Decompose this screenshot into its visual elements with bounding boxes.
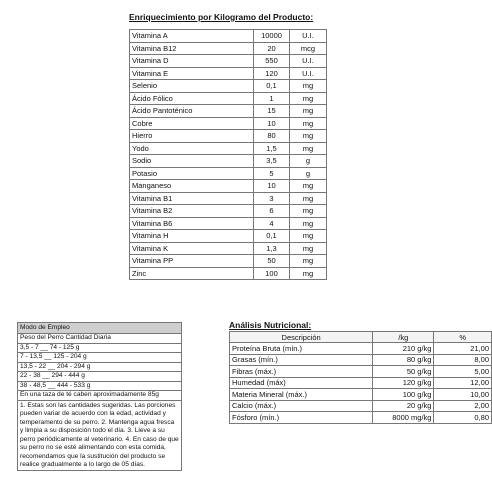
usage-column-header: Peso del Perro Cantidad Diaria <box>17 334 182 344</box>
analysis-per-kg: 120 g/kg <box>373 377 434 389</box>
usage-row: 3,5 - 7 __ 74 - 125 g <box>17 344 182 354</box>
analysis-description: Materia Mineral (máx.) <box>230 389 373 401</box>
analysis-description: Fibras (máx.) <box>230 366 373 378</box>
nutrient-unit: mcg <box>290 42 327 55</box>
analysis-per-kg: 50 g/kg <box>373 366 434 378</box>
enrichment-table <box>129 29 327 280</box>
nutrient-name: Hierro <box>130 130 254 143</box>
nutrient-value: 1,3 <box>254 242 290 255</box>
analysis-per-kg: 100 g/kg <box>373 389 434 401</box>
usage-instructions: 1. Estas son las cantidades sugeridas. Las porciones pueden variar de acuerdo con la edad, actividad y temperamento de su perro. 2. Mantenga agua fresca y limpia a su disposición todo el día. 3. Lleve a su perro periódicamente al veterinario. 4. En caso de que su perro no se esté alimentando con esta comida, recomendamos que la sustitución del producto se realice gradualmente a lo largo de 05 días. <box>17 401 182 472</box>
analysis-row <box>230 400 492 412</box>
nutrient-name: Zinc <box>130 267 254 280</box>
analysis-header-description: Descripción <box>230 332 373 343</box>
nutrient-name: Ácido Fólico <box>130 92 254 105</box>
nutrient-name: Vitamina D <box>130 55 254 68</box>
analysis-percent: 12,00 <box>434 377 492 389</box>
analysis-header-row <box>230 332 492 343</box>
analysis-per-kg: 20 g/kg <box>373 400 434 412</box>
enrichment-row <box>130 217 327 230</box>
analysis-header-per-kg: /kg <box>373 332 434 343</box>
nutrient-value: 1 <box>254 92 290 105</box>
enrichment-row <box>130 117 327 130</box>
analysis-per-kg: 8000 mg/kg <box>373 412 434 424</box>
nutrient-unit: mg <box>290 180 327 193</box>
nutrient-name: Manganeso <box>130 180 254 193</box>
nutrient-unit: mg <box>290 205 327 218</box>
enrichment-row <box>130 155 327 168</box>
enrichment-row <box>130 242 327 255</box>
nutrient-name: Cobre <box>130 117 254 130</box>
nutrient-value: 6 <box>254 205 290 218</box>
nutrient-value: 1,5 <box>254 142 290 155</box>
enrichment-row <box>130 92 327 105</box>
enrichment-row <box>130 192 327 205</box>
nutrient-name: Vitamina B2 <box>130 205 254 218</box>
analysis-description: Fósforo (mín.) <box>230 412 373 424</box>
usage-panel <box>17 322 182 471</box>
enrichment-row <box>130 67 327 80</box>
usage-row: 13,5 - 22 __ 204 - 294 g <box>17 363 182 373</box>
analysis-per-kg: 210 g/kg <box>373 343 434 355</box>
analysis-row <box>230 366 492 378</box>
nutrient-unit: mg <box>290 230 327 243</box>
analysis-percent: 2,00 <box>434 400 492 412</box>
usage-cup-note: En una taza de té caben aproximadamente 85g <box>17 391 182 401</box>
nutrient-unit: g <box>290 155 327 168</box>
nutrient-value: 15 <box>254 105 290 118</box>
analysis-row <box>230 343 492 355</box>
nutrient-value: 3,5 <box>254 155 290 168</box>
nutrient-name: Potasio <box>130 167 254 180</box>
analysis-per-kg: 80 g/kg <box>373 354 434 366</box>
nutrient-name: Sodio <box>130 155 254 168</box>
nutrient-name: Selenio <box>130 80 254 93</box>
nutrient-name: Vitamina B6 <box>130 217 254 230</box>
nutrient-name: Vitamina B1 <box>130 192 254 205</box>
analysis-description: Calcio (máx.) <box>230 400 373 412</box>
enrichment-row <box>130 205 327 218</box>
enrichment-row <box>130 142 327 155</box>
enrichment-row <box>130 30 327 43</box>
nutrient-value: 10 <box>254 117 290 130</box>
analysis-title: Análisis Nutricional: <box>229 320 312 330</box>
nutrient-unit: mg <box>290 255 327 268</box>
nutrient-unit: mg <box>290 105 327 118</box>
nutrient-value: 10 <box>254 180 290 193</box>
nutrient-value: 5 <box>254 167 290 180</box>
nutrient-unit: g <box>290 167 327 180</box>
nutrient-unit: mg <box>290 217 327 230</box>
analysis-row <box>230 354 492 366</box>
analysis-percent: 8,00 <box>434 354 492 366</box>
usage-row: 22 - 38 __ 294 - 444 g <box>17 372 182 382</box>
analysis-description: Grasas (mín.) <box>230 354 373 366</box>
enrichment-row <box>130 105 327 118</box>
nutrient-name: Vitamina H <box>130 230 254 243</box>
analysis-row <box>230 389 492 401</box>
nutrient-unit: U.I. <box>290 67 327 80</box>
enrichment-title: Enriquecimiento por Kilogramo del Producto: <box>129 12 314 22</box>
nutrient-value: 80 <box>254 130 290 143</box>
nutrient-value: 550 <box>254 55 290 68</box>
nutrient-unit: mg <box>290 192 327 205</box>
nutrient-value: 100 <box>254 267 290 280</box>
analysis-percent: 10,00 <box>434 389 492 401</box>
nutrient-name: Vitamina K <box>130 242 254 255</box>
usage-rows <box>17 344 182 392</box>
nutrient-name: Vitamina PP <box>130 255 254 268</box>
enrichment-row <box>130 42 327 55</box>
enrichment-row <box>130 255 327 268</box>
nutrient-unit: mg <box>290 142 327 155</box>
nutrient-value: 50 <box>254 255 290 268</box>
nutrient-unit: mg <box>290 242 327 255</box>
enrichment-row <box>130 80 327 93</box>
nutrient-value: 4 <box>254 217 290 230</box>
usage-row: 7 - 13,5 __ 125 - 204 g <box>17 353 182 363</box>
nutrient-unit: mg <box>290 267 327 280</box>
nutrient-value: 3 <box>254 192 290 205</box>
nutrient-name: Vitamina A <box>130 30 254 43</box>
analysis-header-percent: % <box>434 332 492 343</box>
analysis-description: Proteína Bruta (mín.) <box>230 343 373 355</box>
nutrient-name: Vitamina E <box>130 67 254 80</box>
usage-row: 38 - 48,5 __ 444 - 533 g <box>17 382 182 392</box>
enrichment-row <box>130 55 327 68</box>
nutrient-unit: mg <box>290 80 327 93</box>
nutrient-unit: U.I. <box>290 30 327 43</box>
nutrient-value: 120 <box>254 67 290 80</box>
nutrient-value: 10000 <box>254 30 290 43</box>
enrichment-row <box>130 230 327 243</box>
nutrient-value: 0,1 <box>254 80 290 93</box>
nutrient-name: Vitamina B12 <box>130 42 254 55</box>
analysis-description: Humedad (máx) <box>230 377 373 389</box>
nutrient-unit: mg <box>290 92 327 105</box>
enrichment-row <box>130 267 327 280</box>
enrichment-row <box>130 130 327 143</box>
analysis-percent: 0,80 <box>434 412 492 424</box>
nutrient-name: Ácido Pantoténico <box>130 105 254 118</box>
analysis-percent: 21,00 <box>434 343 492 355</box>
nutrient-unit: U.I. <box>290 55 327 68</box>
enrichment-row <box>130 180 327 193</box>
nutrient-unit: mg <box>290 117 327 130</box>
usage-header: Modo de Empleo <box>17 322 182 334</box>
analysis-percent: 5,00 <box>434 366 492 378</box>
analysis-row <box>230 412 492 424</box>
analysis-table <box>229 331 492 424</box>
enrichment-row <box>130 167 327 180</box>
nutrient-value: 20 <box>254 42 290 55</box>
analysis-row <box>230 377 492 389</box>
nutrient-value: 0,1 <box>254 230 290 243</box>
nutrient-unit: mg <box>290 130 327 143</box>
nutrient-name: Yodo <box>130 142 254 155</box>
